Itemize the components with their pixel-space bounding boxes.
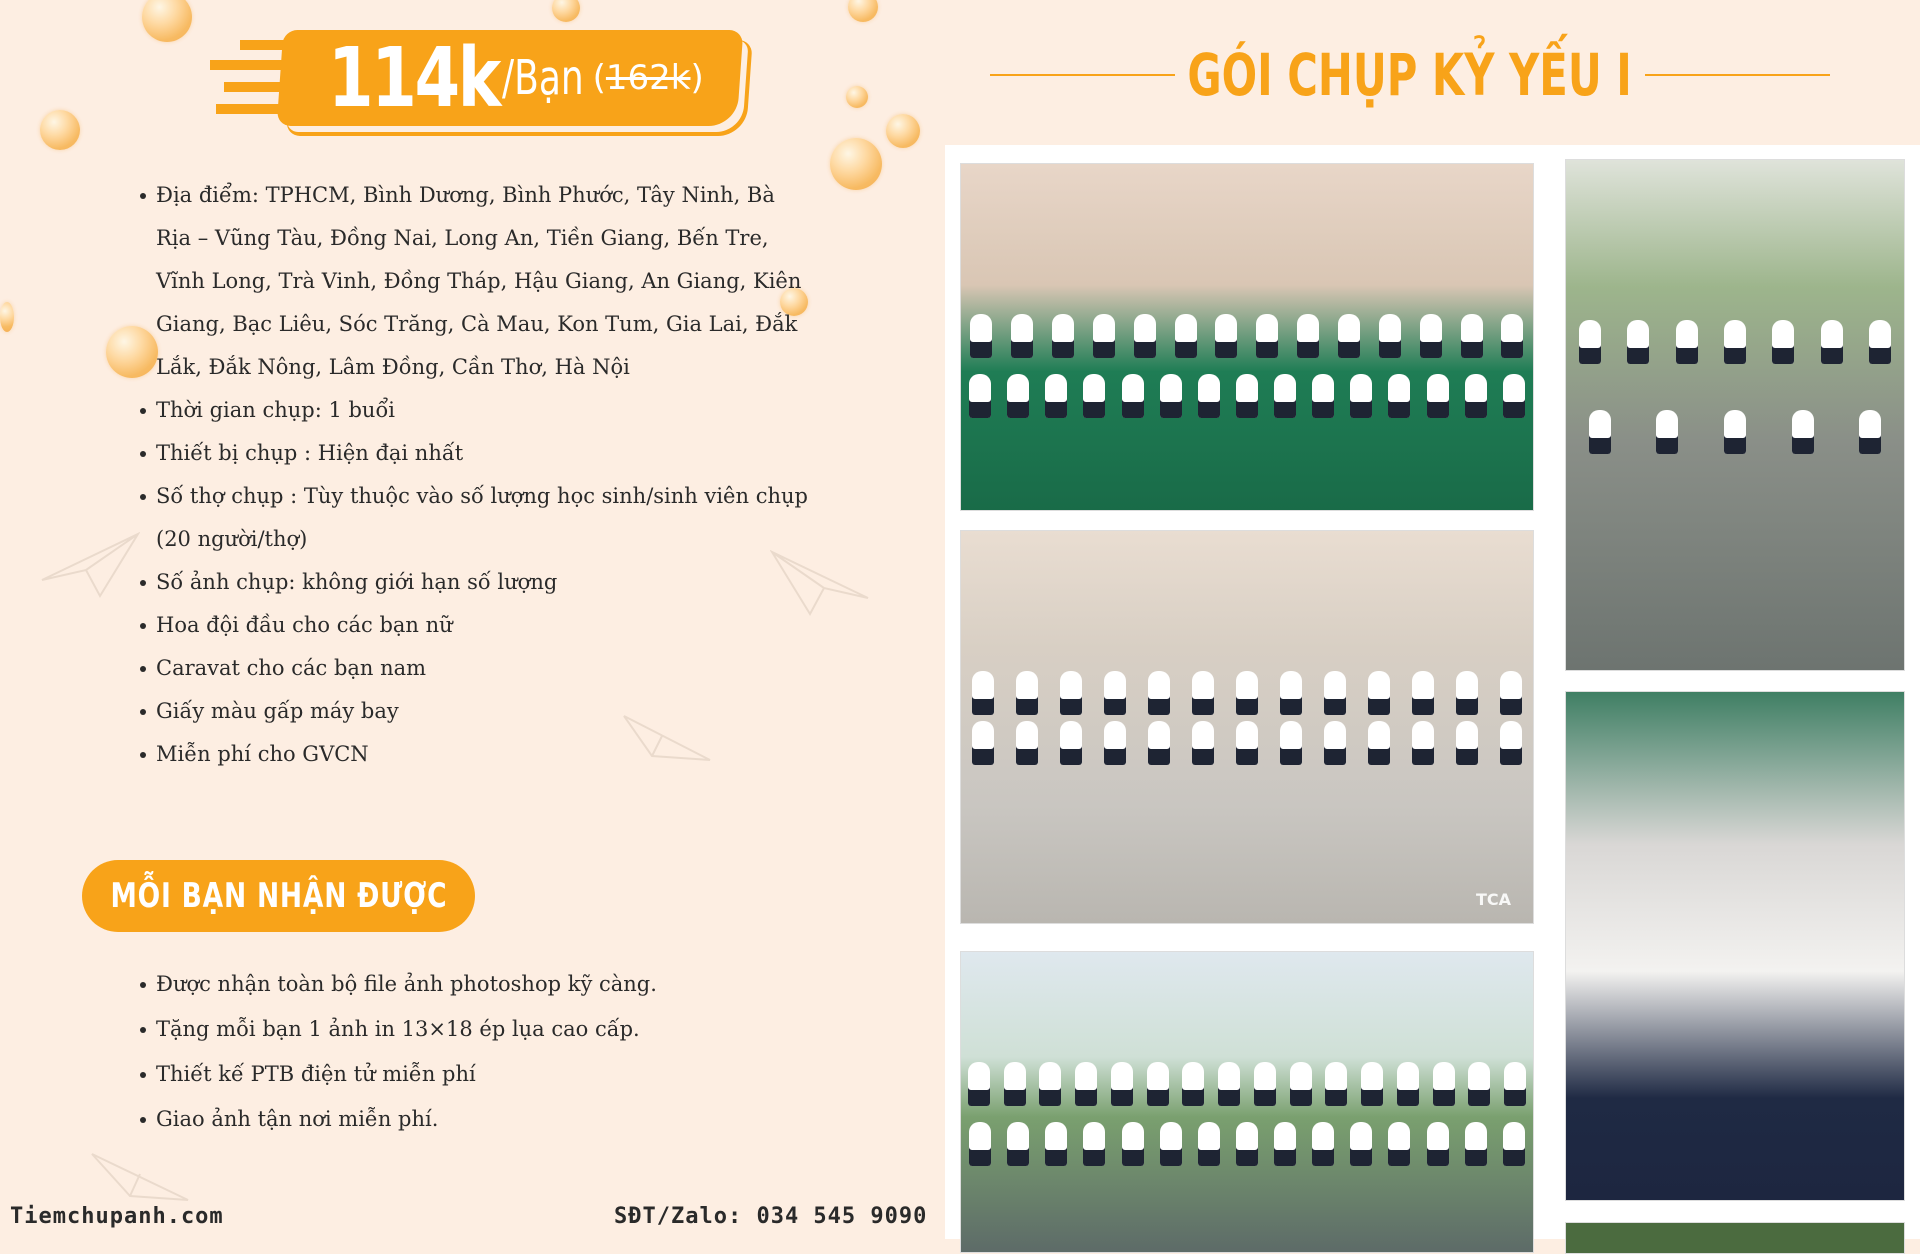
- price-banner: [210, 26, 760, 138]
- photo-students-saluting: [1565, 691, 1905, 1201]
- price-unit: /Bạn: [501, 50, 584, 106]
- list-item: Hoa đội đầu cho các bạn nữ: [128, 604, 808, 647]
- title-wrap: [1175, 41, 1645, 109]
- list-item: Địa điểm: TPHCM, Bình Dương, Bình Phước, Tây Ninh, Bà Rịa – Vũng Tàu, Đồng Nai, Long An, Tiền Giang, Bến Tre, Vĩnh Long, Trà Vinh, Đồng Tháp, Hậu Giang, An Giang, Kiên Giang, Bạc Liêu, Sóc Trăng, Cà Mau, Kon Tum, Gia Lai, Đắk Lắk, Đắk Nông, Lâm Đồng, Cần Thơ, Hà Nội: [128, 174, 808, 389]
- receive-badge-label: MỖI BẠN NHẬN ĐƯỢC: [110, 876, 447, 916]
- list-item: Số ảnh chụp: không giới hạn số lượng: [128, 561, 808, 604]
- photo-group-steps: [960, 530, 1534, 924]
- list-item: Giao ảnh tận nơi miễn phí.: [128, 1097, 808, 1142]
- crowd-shape: [961, 671, 1533, 715]
- list-item: Thiết bị chụp : Hiện đại nhất: [128, 432, 808, 475]
- crowd-shape: [1566, 320, 1904, 364]
- bubble-decoration: [830, 138, 882, 190]
- footer-website[interactable]: Tiemchupanh.com: [10, 1204, 224, 1229]
- photo-group-track: [960, 951, 1534, 1253]
- price-old: (162k): [592, 58, 704, 98]
- crowd-shape: [961, 1062, 1533, 1106]
- price-main: 114k: [328, 30, 499, 126]
- list-item: Thời gian chụp: 1 buổi: [128, 389, 808, 432]
- paper-plane-icon: [40, 530, 140, 600]
- crowd-shape: [1566, 410, 1904, 454]
- photo-partial: [1565, 1222, 1905, 1254]
- paper-plane-icon: [90, 1150, 190, 1210]
- bubble-decoration: [552, 0, 580, 22]
- list-item: Số thợ chụp : Tùy thuộc vào số lượng học sinh/sinh viên chụp (20 người/thợ): [128, 475, 808, 561]
- package-title-row: [990, 30, 1830, 120]
- crowd-shape: [961, 314, 1533, 358]
- footer-phone: SĐT/Zalo: 034 545 9090: [614, 1204, 928, 1229]
- photo-gallery: [945, 145, 1920, 1239]
- page-title: GÓI CHỤP KỶ YẾU I: [1187, 41, 1633, 109]
- receive-badge: [82, 860, 475, 932]
- list-item: Thiết kế PTB điện tử miễn phí: [128, 1052, 808, 1097]
- price-text: [328, 30, 704, 126]
- list-item: Caravat cho các bạn nam: [128, 647, 808, 690]
- bubble-decoration: [40, 110, 80, 150]
- price-old-value: 162k: [605, 58, 691, 98]
- title-divider-left: [990, 74, 1175, 76]
- feature-list: [128, 174, 808, 776]
- crowd-shape: [961, 1122, 1533, 1166]
- info-panel: [0, 0, 940, 1239]
- bubble-decoration: [846, 86, 868, 108]
- list-item: Được nhận toàn bộ file ảnh photoshop kỹ càng.: [128, 962, 808, 1007]
- crowd-shape: [961, 721, 1533, 765]
- bubble-decoration: [142, 0, 192, 42]
- bubble-decoration: [0, 302, 14, 332]
- photo-group-bleachers: [960, 163, 1534, 511]
- crowd-shape: [961, 374, 1533, 418]
- title-divider-right: [1645, 74, 1830, 76]
- photo-watermark: TCA: [1475, 890, 1511, 909]
- bubble-decoration: [848, 0, 878, 22]
- list-item: Giấy màu gấp máy bay: [128, 690, 808, 733]
- photo-students-walking: [1565, 159, 1905, 671]
- list-item: Tặng mỗi bạn 1 ảnh in 13×18 ép lụa cao cấp.: [128, 1007, 808, 1052]
- bubble-decoration: [886, 114, 920, 148]
- list-item: Miễn phí cho GVCN: [128, 733, 808, 776]
- receive-list: [128, 962, 808, 1142]
